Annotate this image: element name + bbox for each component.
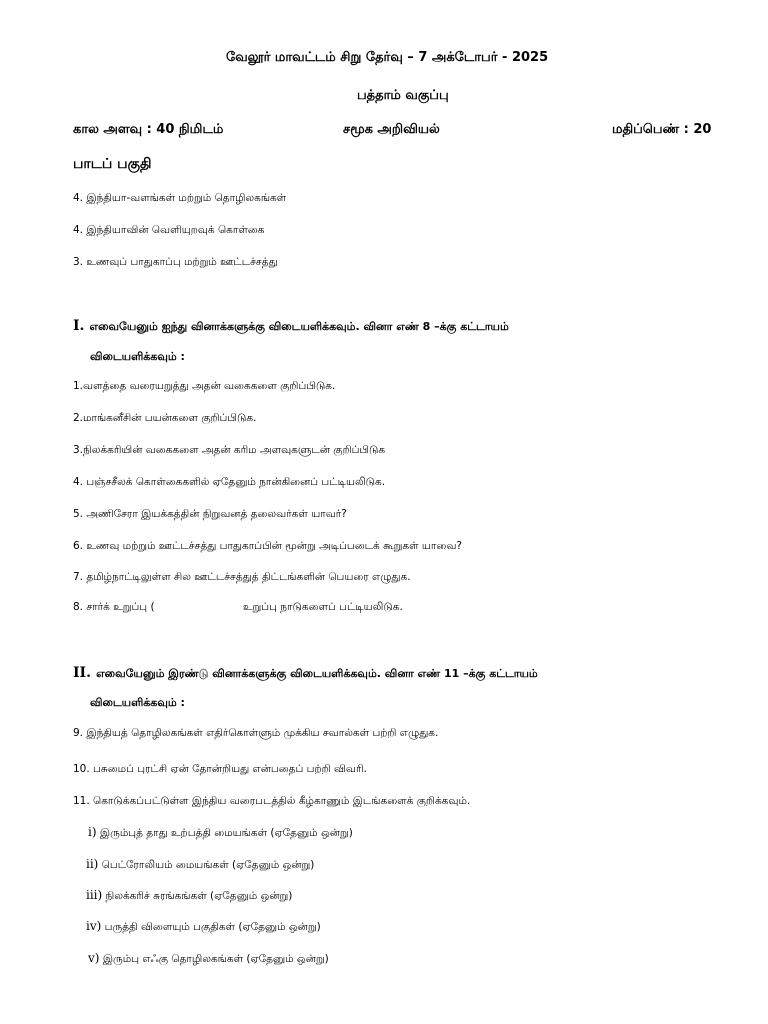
question-3: 3.நிலக்கரியின் வகைகளை அதன் கரிம அளவுகளுடன் குறிப்பிடுக (73, 444, 386, 456)
subitem-text: நிலக்கரிச் சுரங்கங்கள் (ஏதேனும் ஒன்று) (105, 890, 293, 902)
question-8-end: உறுப்பு நாடுகளைப் பட்டியலிடுக. (243, 601, 403, 613)
section-1-roman: I. (73, 318, 85, 334)
marks-label: மதிப்பெண் : 20 (612, 122, 712, 137)
subitem-text: இரும்பு எஃகு தொழிலகங்கள் (ஏதேனும் ஒன்று) (102, 953, 329, 965)
section-2-instruction-line (73, 662, 538, 682)
class-label: பத்தாம் வகுப்பு (357, 88, 449, 103)
question-2: 2.மாங்கனீசின் பயன்களை குறிப்பிடுக. (73, 412, 257, 424)
subitem-number: ii) (86, 857, 99, 871)
section-1-instruction: எவையேனும் ஐந்து வினாக்களுக்கு விடையளிக்கவும். வினா எண் 8 –க்கு கட்டாயம் (89, 320, 509, 333)
subitem-number: iii) (86, 888, 103, 902)
syllabus-item: 4. இந்தியா-வளங்கள் மற்றும் தொழிலகங்கள் (73, 192, 287, 204)
question-11-subitem (86, 857, 314, 872)
question-8-start: 8. சார்க் உறுப்பு ( (73, 601, 155, 613)
section-2-roman: II. (73, 665, 91, 681)
question-11-subitem (86, 888, 292, 903)
question-10: 10. பசுமைப் புரட்சி ஏன் தோன்றியது என்பதைப் பற்றி விவரி. (73, 763, 367, 775)
subitem-number: iv) (86, 919, 102, 933)
question-1: 1.வளத்தை வரையறுத்து அதன் வகைகளை குறிப்பிடுக. (73, 380, 336, 392)
subitem-text: இரும்புத் தாது உற்பத்தி மையங்கள் (ஏதேனும் ஒன்று) (99, 827, 353, 839)
subitem-text: பருத்தி விளையும் பகுதிகள் (ஏதேனும் ஒன்று) (104, 921, 321, 933)
syllabus-item: 4. இந்தியாவின் வெளியுறவுக் கொள்கை (73, 224, 265, 236)
question-11: 11. கொடுக்கப்பட்டுள்ள இந்திய வரைபடத்தில் கீழ்காணும் இடங்களைக் குறிக்கவும். (73, 795, 471, 807)
syllabus-item: 3. உணவுப் பாதுகாப்பு மற்றும் ஊட்டச்சத்து (73, 256, 278, 268)
duration-label: கால அளவு : 40 நிமிடம் (73, 122, 224, 137)
subitem-number: i) (88, 825, 97, 839)
section-1-instruction-line (73, 315, 509, 335)
syllabus-heading: பாடப் பகுதி (73, 156, 152, 172)
question-4: 4. பஞ்சசீலக் கொள்கைகளில் ஏதேனும் நான்கினைப் பட்டியலிடுக. (73, 476, 386, 488)
subitem-number: v) (88, 951, 100, 965)
question-11-subitem (88, 951, 329, 966)
question-5: 5. அணிசேரா இயக்கத்தின் நிறுவனத் தலைவர்கள் யாவர்? (73, 508, 347, 520)
question-9: 9. இந்தியத் தொழிலகங்கள் எதிர்கொள்ளும் முக்கிய சவால்கள் பற்றி எழுதுக. (73, 727, 439, 739)
question-11-subitem (88, 825, 353, 840)
section-2-instruction-cont: விடையளிக்கவும் : (90, 696, 185, 709)
subitem-text: பெட்ரோலியம் மையங்கள் (ஏதேனும் ஒன்று) (101, 859, 315, 871)
section-2-instruction: எவையேனும் இரண்டு வினாக்களுக்கு விடையளிக்கவும். வினா எண் 11 –க்கு கட்டாயம் (96, 667, 538, 680)
exam-title: வேலூர் மாவட்டம் சிறு தேர்வு – 7 அக்டோபர் - 2025 (226, 50, 549, 65)
question-7: 7. தமிழ்நாட்டிலுள்ள சில ஊட்டச்சத்துத் திட்டங்களின் பெயரை எழுதுக. (73, 571, 411, 583)
section-1-instruction-cont: விடையளிக்கவும் : (90, 350, 185, 363)
subject-label: சமூக அறிவியல் (343, 122, 440, 137)
question-6: 6. உணவு மற்றும் ஊட்டச்சத்து பாதுகாப்பின் மூன்று அடிப்படைக் கூறுகள் யாவை? (73, 540, 462, 552)
question-11-subitem (86, 919, 321, 934)
